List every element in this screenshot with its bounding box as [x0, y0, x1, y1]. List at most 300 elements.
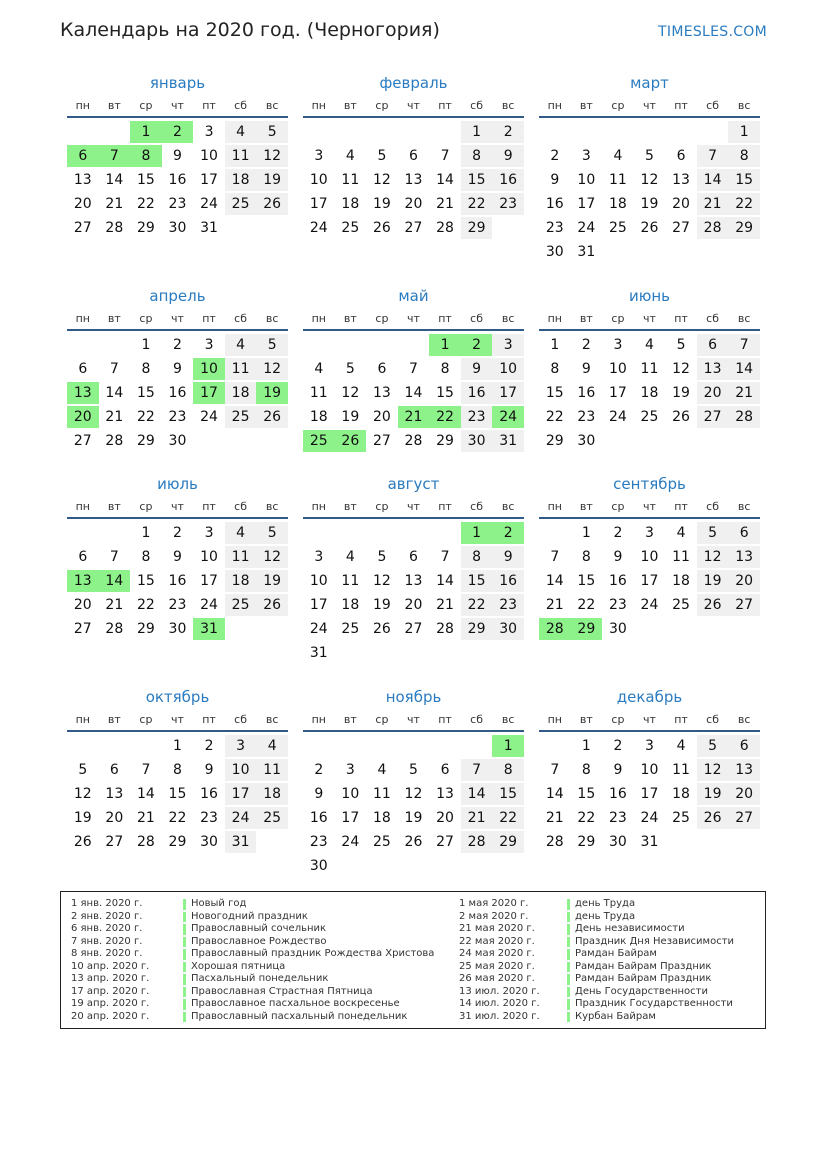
day-cell[interactable]: 4: [613, 148, 623, 164]
day-cell[interactable]: 16: [577, 385, 596, 401]
day-cell[interactable]: 27: [436, 834, 454, 850]
day-cell[interactable]: 15: [461, 169, 493, 191]
day-cell[interactable]: 6: [109, 762, 119, 778]
day-cell[interactable]: 20: [105, 810, 124, 826]
day-cell[interactable]: 13: [105, 786, 124, 802]
day-cell[interactable]: 18: [225, 382, 257, 404]
day-cell[interactable]: 17: [309, 597, 328, 613]
day-cell[interactable]: 21: [545, 597, 564, 613]
day-cell[interactable]: 9: [173, 549, 182, 565]
day-cell[interactable]: 12: [697, 546, 729, 568]
holiday-day-cell[interactable]: 25: [303, 430, 335, 452]
day-cell[interactable]: 23: [168, 196, 187, 212]
day-cell[interactable]: 27: [672, 220, 690, 236]
day-cell[interactable]: 26: [372, 220, 391, 236]
day-cell[interactable]: 11: [672, 549, 690, 565]
day-cell[interactable]: 26: [404, 834, 423, 850]
day-cell[interactable]: 14: [545, 786, 564, 802]
day-cell[interactable]: 10: [200, 148, 218, 164]
day-cell[interactable]: 19: [372, 597, 391, 613]
day-cell[interactable]: 4: [225, 522, 257, 544]
day-cell[interactable]: 17: [309, 196, 328, 212]
day-cell[interactable]: 11: [309, 385, 328, 401]
day-cell[interactable]: 10: [640, 549, 659, 565]
day-cell[interactable]: 10: [309, 573, 328, 589]
day-cell[interactable]: 24: [309, 621, 328, 637]
day-cell[interactable]: 4: [377, 762, 387, 778]
day-cell[interactable]: 10: [640, 762, 659, 778]
day-cell[interactable]: 24: [200, 196, 218, 212]
day-cell[interactable]: 9: [492, 546, 524, 568]
day-cell[interactable]: 4: [225, 334, 257, 356]
day-cell[interactable]: 20: [404, 196, 423, 212]
day-cell[interactable]: 26: [697, 594, 729, 616]
day-cell[interactable]: 30: [577, 433, 596, 449]
day-cell[interactable]: 3: [645, 738, 654, 754]
holiday-day-cell[interactable]: 14: [99, 570, 131, 592]
day-cell[interactable]: 6: [78, 549, 88, 565]
day-cell[interactable]: 28: [105, 220, 124, 236]
day-cell[interactable]: 4: [314, 361, 324, 377]
day-cell[interactable]: 3: [492, 334, 524, 356]
day-cell[interactable]: 16: [608, 786, 627, 802]
day-cell[interactable]: 31: [640, 834, 659, 850]
day-cell[interactable]: 21: [461, 807, 493, 829]
day-cell[interactable]: 11: [225, 546, 257, 568]
holiday-day-cell[interactable]: 17: [193, 382, 225, 404]
day-cell[interactable]: 16: [200, 786, 218, 802]
day-cell[interactable]: 6: [409, 549, 418, 565]
day-cell[interactable]: 23: [168, 597, 187, 613]
day-cell[interactable]: 25: [672, 597, 690, 613]
day-cell[interactable]: 17: [608, 385, 627, 401]
day-cell[interactable]: 12: [256, 546, 288, 568]
day-cell[interactable]: 10: [492, 358, 524, 380]
day-cell[interactable]: 2: [314, 762, 324, 778]
holiday-day-cell[interactable]: 13: [67, 382, 99, 404]
day-cell[interactable]: 12: [672, 361, 690, 377]
day-cell[interactable]: 8: [492, 759, 524, 781]
holiday-day-cell[interactable]: 2: [162, 121, 194, 143]
day-cell[interactable]: 23: [168, 409, 187, 425]
day-cell[interactable]: 25: [341, 220, 360, 236]
day-cell[interactable]: 6: [728, 735, 760, 757]
day-cell[interactable]: 26: [73, 834, 92, 850]
day-cell[interactable]: 26: [256, 594, 288, 616]
day-cell[interactable]: 11: [640, 361, 659, 377]
day-cell[interactable]: 23: [492, 594, 524, 616]
day-cell[interactable]: 12: [372, 573, 391, 589]
day-cell[interactable]: 30: [461, 430, 493, 452]
day-cell[interactable]: 30: [545, 244, 564, 260]
day-cell[interactable]: 4: [645, 337, 654, 353]
holiday-day-cell[interactable]: 26: [335, 430, 367, 452]
day-cell[interactable]: 9: [173, 361, 182, 377]
day-cell[interactable]: 22: [492, 807, 524, 829]
day-cell[interactable]: 24: [309, 220, 328, 236]
day-cell[interactable]: 6: [728, 522, 760, 544]
day-cell[interactable]: 29: [492, 831, 524, 853]
day-cell[interactable]: 15: [492, 783, 524, 805]
day-cell[interactable]: 20: [697, 382, 729, 404]
day-cell[interactable]: 8: [461, 546, 493, 568]
day-cell[interactable]: 29: [436, 433, 454, 449]
day-cell[interactable]: 22: [577, 597, 596, 613]
day-cell[interactable]: 19: [697, 570, 729, 592]
holiday-day-cell[interactable]: 8: [130, 145, 162, 167]
day-cell[interactable]: 17: [577, 196, 596, 212]
day-cell[interactable]: 4: [345, 148, 355, 164]
day-cell[interactable]: 31: [309, 645, 328, 661]
day-cell[interactable]: 27: [73, 433, 92, 449]
day-cell[interactable]: 18: [225, 570, 257, 592]
day-cell[interactable]: 25: [225, 406, 257, 428]
day-cell[interactable]: 13: [697, 358, 729, 380]
day-cell[interactable]: 5: [697, 522, 729, 544]
day-cell[interactable]: 16: [492, 169, 524, 191]
day-cell[interactable]: 8: [440, 361, 450, 377]
day-cell[interactable]: 18: [256, 783, 288, 805]
day-cell[interactable]: 19: [341, 409, 360, 425]
day-cell[interactable]: 17: [341, 810, 360, 826]
day-cell[interactable]: 11: [672, 762, 690, 778]
day-cell[interactable]: 24: [225, 807, 257, 829]
day-cell[interactable]: 16: [168, 385, 187, 401]
day-cell[interactable]: 27: [728, 594, 760, 616]
day-cell[interactable]: 31: [492, 430, 524, 452]
day-cell[interactable]: 18: [640, 385, 659, 401]
holiday-day-cell[interactable]: 1: [429, 334, 461, 356]
day-cell[interactable]: 21: [105, 597, 124, 613]
day-cell[interactable]: 16: [492, 570, 524, 592]
day-cell[interactable]: 7: [550, 549, 560, 565]
day-cell[interactable]: 1: [461, 121, 493, 143]
day-cell[interactable]: 11: [608, 172, 627, 188]
day-cell[interactable]: 11: [341, 172, 360, 188]
day-cell[interactable]: 28: [697, 217, 729, 239]
day-cell[interactable]: 8: [173, 762, 182, 778]
day-cell[interactable]: 30: [309, 858, 328, 874]
holiday-day-cell[interactable]: 2: [461, 334, 493, 356]
day-cell[interactable]: 19: [256, 169, 288, 191]
holiday-day-cell[interactable]: 13: [67, 570, 99, 592]
day-cell[interactable]: 5: [377, 148, 387, 164]
day-cell[interactable]: 12: [697, 759, 729, 781]
day-cell[interactable]: 3: [225, 735, 257, 757]
day-cell[interactable]: 21: [697, 193, 729, 215]
day-cell[interactable]: 13: [73, 172, 92, 188]
day-cell[interactable]: 17: [640, 786, 659, 802]
day-cell[interactable]: 27: [697, 406, 729, 428]
day-cell[interactable]: 11: [225, 145, 257, 167]
day-cell[interactable]: 17: [640, 573, 659, 589]
day-cell[interactable]: 29: [461, 217, 493, 239]
day-cell[interactable]: 30: [492, 618, 524, 640]
day-cell[interactable]: 14: [545, 573, 564, 589]
day-cell[interactable]: 7: [109, 361, 119, 377]
day-cell[interactable]: 27: [105, 834, 124, 850]
day-cell[interactable]: 21: [436, 196, 454, 212]
day-cell[interactable]: 9: [613, 762, 623, 778]
day-cell[interactable]: 30: [168, 220, 187, 236]
day-cell[interactable]: 15: [168, 786, 187, 802]
day-cell[interactable]: 15: [728, 169, 760, 191]
day-cell[interactable]: 28: [436, 220, 454, 236]
day-cell[interactable]: 9: [314, 786, 324, 802]
day-cell[interactable]: 23: [608, 810, 627, 826]
holiday-day-cell[interactable]: 28: [539, 618, 571, 640]
day-cell[interactable]: 22: [136, 597, 155, 613]
day-cell[interactable]: 31: [577, 244, 596, 260]
day-cell[interactable]: 20: [73, 597, 92, 613]
day-cell[interactable]: 17: [200, 172, 218, 188]
day-cell[interactable]: 12: [73, 786, 92, 802]
day-cell[interactable]: 23: [577, 409, 596, 425]
day-cell[interactable]: 15: [577, 573, 596, 589]
day-cell[interactable]: 27: [73, 220, 92, 236]
day-cell[interactable]: 18: [225, 169, 257, 191]
day-cell[interactable]: 29: [577, 834, 596, 850]
day-cell[interactable]: 2: [173, 337, 182, 353]
day-cell[interactable]: 28: [436, 621, 454, 637]
day-cell[interactable]: 8: [141, 361, 151, 377]
day-cell[interactable]: 5: [676, 337, 686, 353]
day-cell[interactable]: 25: [608, 220, 627, 236]
day-cell[interactable]: 23: [200, 810, 218, 826]
day-cell[interactable]: 20: [73, 196, 92, 212]
day-cell[interactable]: 10: [200, 549, 218, 565]
day-cell[interactable]: 30: [608, 834, 627, 850]
day-cell[interactable]: 2: [613, 525, 623, 541]
holiday-day-cell[interactable]: 1: [130, 121, 162, 143]
day-cell[interactable]: 5: [78, 762, 88, 778]
day-cell[interactable]: 12: [640, 172, 659, 188]
day-cell[interactable]: 20: [728, 783, 760, 805]
day-cell[interactable]: 25: [225, 594, 257, 616]
day-cell[interactable]: 19: [404, 810, 423, 826]
day-cell[interactable]: 19: [73, 810, 92, 826]
day-cell[interactable]: 18: [341, 196, 360, 212]
day-cell[interactable]: 18: [341, 597, 360, 613]
day-cell[interactable]: 11: [372, 786, 391, 802]
day-cell[interactable]: 17: [492, 382, 524, 404]
day-cell[interactable]: 11: [256, 759, 288, 781]
day-cell[interactable]: 28: [545, 834, 564, 850]
day-cell[interactable]: 3: [314, 549, 324, 565]
day-cell[interactable]: 23: [309, 834, 328, 850]
day-cell[interactable]: 14: [105, 385, 124, 401]
day-cell[interactable]: 22: [136, 409, 155, 425]
day-cell[interactable]: 13: [436, 786, 454, 802]
holiday-day-cell[interactable]: 1: [492, 735, 524, 757]
day-cell[interactable]: 30: [608, 621, 627, 637]
day-cell[interactable]: 15: [136, 573, 155, 589]
day-cell[interactable]: 7: [550, 762, 560, 778]
day-cell[interactable]: 30: [168, 621, 187, 637]
day-cell[interactable]: 14: [728, 358, 760, 380]
day-cell[interactable]: 25: [341, 621, 360, 637]
day-cell[interactable]: 19: [672, 385, 690, 401]
day-cell[interactable]: 5: [256, 522, 288, 544]
holiday-day-cell[interactable]: 20: [67, 406, 99, 428]
day-cell[interactable]: 5: [645, 148, 654, 164]
day-cell[interactable]: 5: [256, 334, 288, 356]
day-cell[interactable]: 10: [225, 759, 257, 781]
day-cell[interactable]: 24: [341, 834, 360, 850]
day-cell[interactable]: 9: [550, 172, 560, 188]
day-cell[interactable]: 8: [461, 145, 493, 167]
day-cell[interactable]: 25: [640, 409, 659, 425]
day-cell[interactable]: 14: [105, 172, 124, 188]
day-cell[interactable]: 28: [105, 433, 124, 449]
day-cell[interactable]: 21: [728, 382, 760, 404]
day-cell[interactable]: 8: [550, 361, 560, 377]
day-cell[interactable]: 1: [728, 121, 760, 143]
day-cell[interactable]: 24: [577, 220, 596, 236]
day-cell[interactable]: 22: [577, 810, 596, 826]
day-cell[interactable]: 5: [256, 121, 288, 143]
day-cell[interactable]: 15: [577, 786, 596, 802]
holiday-day-cell[interactable]: 2: [492, 522, 524, 544]
day-cell[interactable]: 20: [672, 196, 690, 212]
day-cell[interactable]: 15: [545, 385, 564, 401]
day-cell[interactable]: 8: [581, 762, 591, 778]
holiday-day-cell[interactable]: 6: [67, 145, 99, 167]
day-cell[interactable]: 18: [672, 786, 690, 802]
day-cell[interactable]: 12: [341, 385, 360, 401]
day-cell[interactable]: 10: [577, 172, 596, 188]
day-cell[interactable]: 13: [404, 172, 423, 188]
day-cell[interactable]: 15: [136, 385, 155, 401]
day-cell[interactable]: 7: [141, 762, 151, 778]
day-cell[interactable]: 31: [200, 220, 218, 236]
day-cell[interactable]: 23: [461, 406, 493, 428]
day-cell[interactable]: 11: [225, 358, 257, 380]
day-cell[interactable]: 13: [728, 759, 760, 781]
day-cell[interactable]: 28: [105, 621, 124, 637]
day-cell[interactable]: 9: [492, 145, 524, 167]
day-cell[interactable]: 29: [136, 621, 155, 637]
day-cell[interactable]: 12: [256, 145, 288, 167]
day-cell[interactable]: 13: [372, 385, 391, 401]
day-cell[interactable]: 27: [73, 621, 92, 637]
day-cell[interactable]: 25: [672, 810, 690, 826]
day-cell[interactable]: 28: [404, 433, 423, 449]
day-cell[interactable]: 29: [461, 618, 493, 640]
day-cell[interactable]: 6: [440, 762, 450, 778]
day-cell[interactable]: 9: [581, 361, 591, 377]
day-cell[interactable]: 16: [168, 573, 187, 589]
day-cell[interactable]: 21: [105, 196, 124, 212]
brand-logo-text[interactable]: TIMESLES.COM: [658, 24, 767, 40]
day-cell[interactable]: 17: [200, 573, 218, 589]
day-cell[interactable]: 7: [461, 759, 493, 781]
day-cell[interactable]: 16: [168, 172, 187, 188]
day-cell[interactable]: 1: [141, 525, 151, 541]
day-cell[interactable]: 17: [225, 783, 257, 805]
day-cell[interactable]: 26: [640, 220, 659, 236]
day-cell[interactable]: 15: [436, 385, 454, 401]
day-cell[interactable]: 19: [256, 570, 288, 592]
day-cell[interactable]: 10: [341, 786, 360, 802]
day-cell[interactable]: 21: [136, 810, 155, 826]
day-cell[interactable]: 8: [141, 549, 151, 565]
day-cell[interactable]: 14: [436, 172, 454, 188]
day-cell[interactable]: 12: [404, 786, 423, 802]
day-cell[interactable]: 5: [345, 361, 355, 377]
day-cell[interactable]: 18: [372, 810, 391, 826]
day-cell[interactable]: 20: [372, 409, 391, 425]
day-cell[interactable]: 30: [200, 834, 218, 850]
day-cell[interactable]: 25: [256, 807, 288, 829]
day-cell[interactable]: 25: [372, 834, 391, 850]
day-cell[interactable]: 26: [697, 807, 729, 829]
day-cell[interactable]: 6: [409, 148, 418, 164]
day-cell[interactable]: 7: [440, 549, 450, 565]
day-cell[interactable]: 5: [377, 549, 387, 565]
day-cell[interactable]: 18: [608, 196, 627, 212]
day-cell[interactable]: 13: [672, 172, 690, 188]
day-cell[interactable]: 18: [309, 409, 328, 425]
day-cell[interactable]: 24: [200, 597, 218, 613]
day-cell[interactable]: 30: [168, 433, 187, 449]
day-cell[interactable]: 6: [377, 361, 387, 377]
day-cell[interactable]: 23: [608, 597, 627, 613]
day-cell[interactable]: 1: [550, 337, 560, 353]
day-cell[interactable]: 2: [581, 337, 591, 353]
day-cell[interactable]: 9: [461, 358, 493, 380]
day-cell[interactable]: 12: [256, 358, 288, 380]
day-cell[interactable]: 16: [545, 196, 564, 212]
holiday-day-cell[interactable]: 19: [256, 382, 288, 404]
day-cell[interactable]: 3: [204, 337, 214, 353]
holiday-day-cell[interactable]: 21: [398, 406, 430, 428]
day-cell[interactable]: 1: [173, 738, 182, 754]
day-cell[interactable]: 7: [728, 334, 760, 356]
day-cell[interactable]: 1: [581, 525, 591, 541]
holiday-day-cell[interactable]: 7: [99, 145, 131, 167]
day-cell[interactable]: 14: [461, 783, 493, 805]
day-cell[interactable]: 29: [545, 433, 564, 449]
day-cell[interactable]: 4: [676, 525, 686, 541]
day-cell[interactable]: 27: [728, 807, 760, 829]
day-cell[interactable]: 23: [545, 220, 564, 236]
day-cell[interactable]: 27: [404, 621, 423, 637]
day-cell[interactable]: 6: [78, 361, 88, 377]
day-cell[interactable]: 24: [608, 409, 627, 425]
day-cell[interactable]: 3: [204, 124, 214, 140]
day-cell[interactable]: 7: [409, 361, 418, 377]
day-cell[interactable]: 12: [372, 172, 391, 188]
day-cell[interactable]: 13: [404, 573, 423, 589]
holiday-day-cell[interactable]: 22: [429, 406, 461, 428]
day-cell[interactable]: 14: [697, 169, 729, 191]
day-cell[interactable]: 3: [314, 148, 324, 164]
day-cell[interactable]: 2: [492, 121, 524, 143]
day-cell[interactable]: 26: [672, 409, 690, 425]
day-cell[interactable]: 21: [105, 409, 124, 425]
day-cell[interactable]: 29: [728, 217, 760, 239]
day-cell[interactable]: 6: [697, 334, 729, 356]
day-cell[interactable]: 27: [372, 433, 391, 449]
day-cell[interactable]: 21: [545, 810, 564, 826]
day-cell[interactable]: 2: [204, 738, 214, 754]
day-cell[interactable]: 29: [136, 220, 155, 236]
day-cell[interactable]: 4: [225, 121, 257, 143]
day-cell[interactable]: 9: [204, 762, 214, 778]
day-cell[interactable]: 15: [461, 570, 493, 592]
day-cell[interactable]: 19: [640, 196, 659, 212]
